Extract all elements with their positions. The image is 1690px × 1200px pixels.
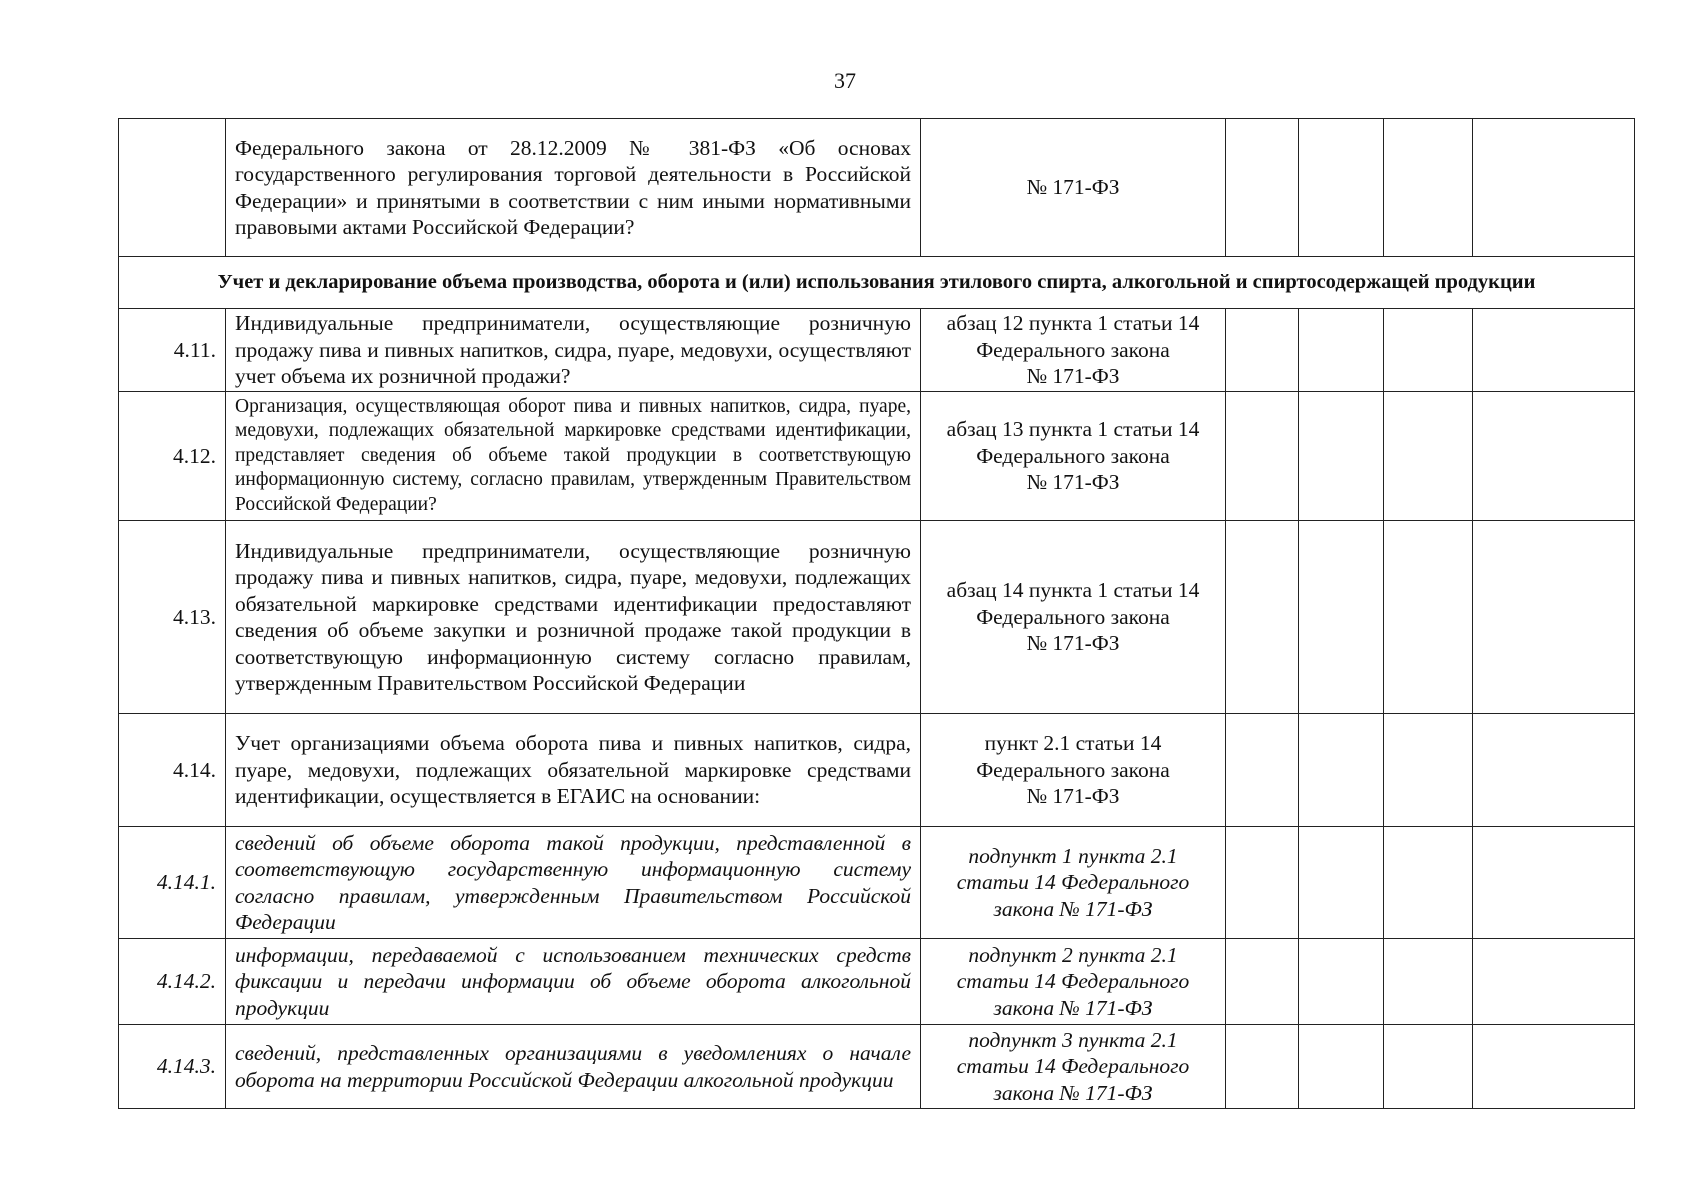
legal-basis bbox=[921, 521, 1226, 714]
empty-cell bbox=[1299, 309, 1384, 392]
table-row bbox=[119, 714, 1635, 827]
empty-cell bbox=[1226, 714, 1299, 827]
empty-cell bbox=[1299, 392, 1384, 521]
basis-line: № 171-ФЗ bbox=[1026, 631, 1120, 656]
question-text: информации, передаваемой с использованием технических средств фиксации и передачи информации об объеме оборота алкогольной продукции bbox=[226, 939, 921, 1025]
empty-cell bbox=[1473, 119, 1635, 257]
section-title: Учет и декларирование объема производства, оборота и (или) использования этилового спирта, алкогольной и спиртосодержащей продукции bbox=[119, 257, 1635, 309]
empty-cell bbox=[1384, 392, 1473, 521]
legal-basis bbox=[921, 714, 1226, 827]
table-row bbox=[119, 1025, 1635, 1109]
basis-line: № 171-ФЗ bbox=[1026, 364, 1120, 389]
table-row bbox=[119, 827, 1635, 939]
empty-cell bbox=[1384, 521, 1473, 714]
table-row bbox=[119, 521, 1635, 714]
basis-line: статьи 14 Федерального bbox=[956, 969, 1190, 994]
basis-line: абзац 13 пункта 1 статьи 14 bbox=[946, 417, 1200, 442]
empty-cell bbox=[1299, 714, 1384, 827]
empty-cell bbox=[1473, 521, 1635, 714]
basis-line: абзац 12 пункта 1 статьи 14 bbox=[946, 311, 1200, 336]
legal-basis bbox=[921, 1025, 1226, 1109]
empty-cell bbox=[1226, 827, 1299, 939]
row-number: 4.11. bbox=[119, 309, 226, 392]
question-text: Организация, осуществляющая оборот пива и пивных напитков, сидра, пуаре, медовухи, подлежащих обязательной маркировке средствами идентификации, представляет сведения об объеме такой продукции в соответствующую информационную систему, согласно правилам, утвержденным Правительством Российской Федерации? bbox=[226, 392, 921, 521]
legal-basis bbox=[921, 392, 1226, 521]
question-text: сведений, представленных организациями в уведомлениях о начале оборота на территории Российской Федерации алкогольной продукции bbox=[226, 1025, 921, 1109]
empty-cell bbox=[1473, 714, 1635, 827]
basis-line: Федерального закона bbox=[976, 604, 1170, 629]
empty-cell bbox=[1226, 939, 1299, 1025]
table-row bbox=[119, 939, 1635, 1025]
section-header-row bbox=[119, 257, 1635, 309]
empty-cell bbox=[1226, 392, 1299, 521]
basis-line: Федерального закона bbox=[976, 443, 1170, 468]
empty-cell bbox=[1473, 939, 1635, 1025]
page-number: 37 bbox=[834, 68, 856, 93]
basis-line: № 171-ФЗ bbox=[1026, 784, 1120, 809]
basis-line: подпункт 2 пункта 2.1 bbox=[968, 942, 1178, 967]
empty-cell bbox=[1299, 939, 1384, 1025]
empty-cell bbox=[1473, 1025, 1635, 1109]
question-text: сведений об объеме оборота такой продукции, представленной в соответствующую государственную информационную систему согласно правилам, утвержденным Правительством Российской Федерации bbox=[226, 827, 921, 939]
basis-line: подпункт 3 пункта 2.1 bbox=[968, 1027, 1178, 1052]
row-number: 4.13. bbox=[119, 521, 226, 714]
row-number: 4.12. bbox=[119, 392, 226, 521]
empty-cell bbox=[1226, 119, 1299, 257]
basis-line: Федерального закона bbox=[976, 337, 1170, 362]
table-row bbox=[119, 309, 1635, 392]
empty-cell bbox=[1473, 309, 1635, 392]
checklist-table bbox=[118, 118, 1635, 1109]
empty-cell bbox=[1384, 119, 1473, 257]
row-number: 4.14. bbox=[119, 714, 226, 827]
row-number: 4.14.3. bbox=[119, 1025, 226, 1109]
row-number: 4.14.1. bbox=[119, 827, 226, 939]
legal-basis bbox=[921, 827, 1226, 939]
basis-line: статьи 14 Федерального bbox=[956, 870, 1190, 895]
empty-cell bbox=[1226, 521, 1299, 714]
question-text: Индивидуальные предприниматели, осуществляющие розничную продажу пива и пивных напитков, сидра, пуаре, медовухи, осуществляют учет объема их розничной продажи? bbox=[226, 309, 921, 392]
table-row-continuation bbox=[119, 119, 1635, 257]
basis-line: Федерального закона bbox=[976, 757, 1170, 782]
table-row bbox=[119, 392, 1635, 521]
question-text: Учет организациями объема оборота пива и пивных напитков, сидра, пуаре, медовухи, подлежащих обязательной маркировке средствами идентификации, осуществляется в ЕГАИС на основании: bbox=[226, 714, 921, 827]
empty-cell bbox=[1384, 827, 1473, 939]
empty-cell bbox=[1384, 309, 1473, 392]
legal-basis bbox=[921, 309, 1226, 392]
legal-basis bbox=[921, 939, 1226, 1025]
basis-line: статьи 14 Федерального bbox=[956, 1054, 1190, 1079]
empty-cell bbox=[1299, 119, 1384, 257]
empty-cell bbox=[1384, 939, 1473, 1025]
basis-line: пункт 2.1 статьи 14 bbox=[984, 731, 1162, 756]
empty-cell bbox=[1299, 521, 1384, 714]
row-number bbox=[119, 119, 226, 257]
empty-cell bbox=[1226, 1025, 1299, 1109]
row-number: 4.14.2. bbox=[119, 939, 226, 1025]
basis-line: абзац 14 пункта 1 статьи 14 bbox=[946, 578, 1200, 603]
empty-cell bbox=[1473, 827, 1635, 939]
basis-line: закона № 171-ФЗ bbox=[993, 1080, 1153, 1105]
empty-cell bbox=[1384, 714, 1473, 827]
empty-cell bbox=[1226, 309, 1299, 392]
empty-cell bbox=[1299, 1025, 1384, 1109]
basis-line: закона № 171-ФЗ bbox=[993, 896, 1153, 921]
basis-line: № 171-ФЗ bbox=[1026, 470, 1120, 495]
basis-line: закона № 171-ФЗ bbox=[993, 995, 1153, 1020]
question-text: Индивидуальные предприниматели, осуществляющие розничную продажу пива и пивных напитков, сидра, пуаре, медовухи, подлежащих обязательной маркировке средствами идентификации предоставляют сведения об объеме закупки и розничной продаже такой продукции в соответствующую информационную систему согласно правилам, утвержденным Правительством Российской Федерации bbox=[226, 521, 921, 714]
legal-basis: № 171-ФЗ bbox=[921, 119, 1226, 257]
question-text: Федерального закона от 28.12.2009 № 381-ФЗ «Об основах государственного регулирования торговой деятельности в Российской Федерации» и принятыми в соответствии с ним иными нормативными правовыми актами Российской Федерации? bbox=[226, 119, 921, 257]
empty-cell bbox=[1299, 827, 1384, 939]
empty-cell bbox=[1473, 392, 1635, 521]
basis-line: подпункт 1 пункта 2.1 bbox=[968, 843, 1178, 868]
empty-cell bbox=[1384, 1025, 1473, 1109]
